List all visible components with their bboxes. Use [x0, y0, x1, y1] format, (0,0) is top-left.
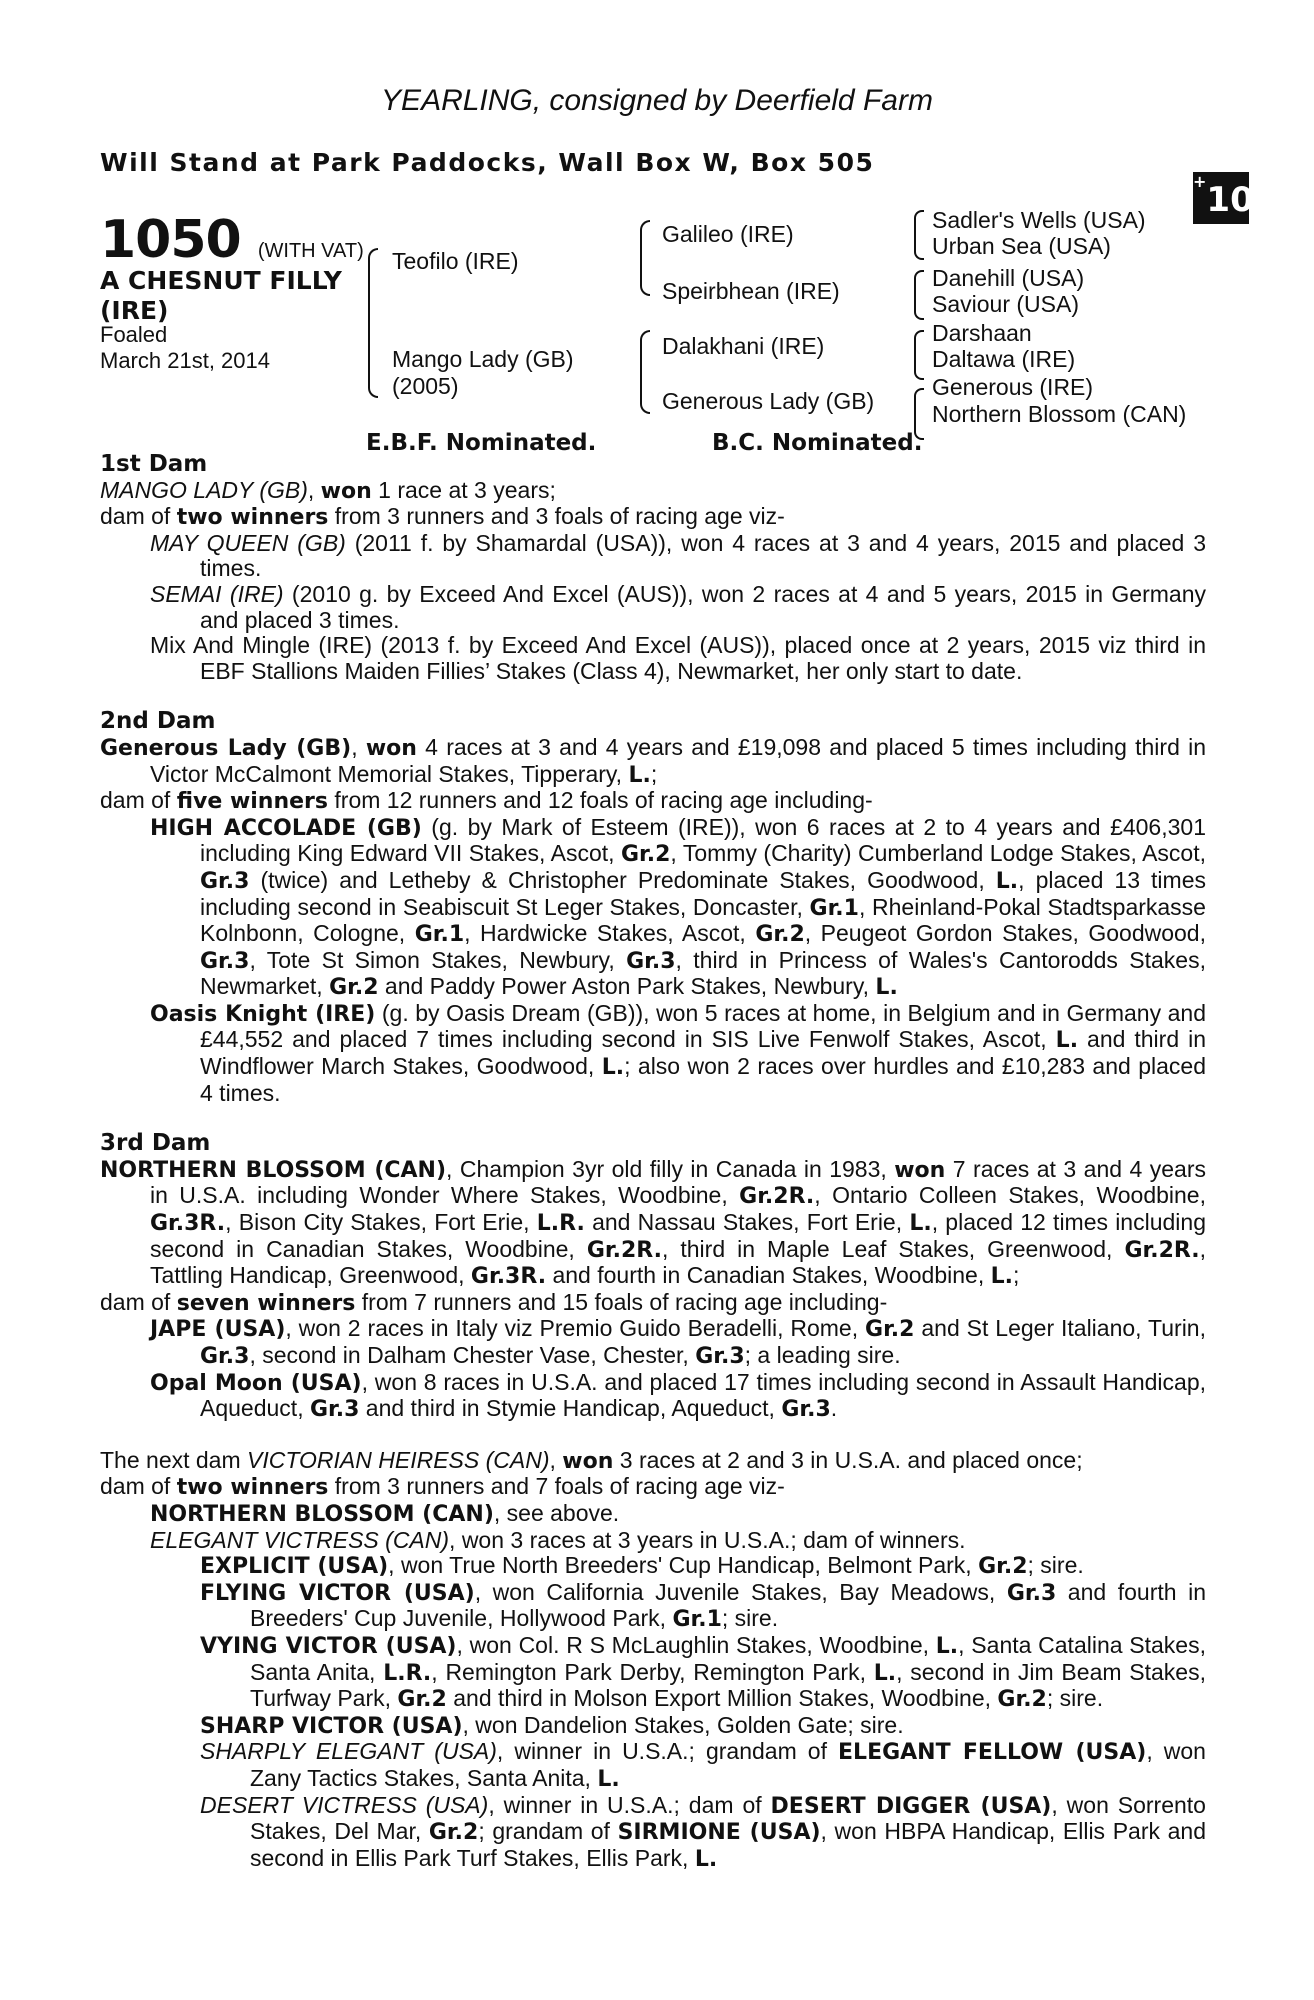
pedigree-dam-dam: Generous Lady (GB) [662, 388, 875, 414]
foaled-label: Foaled [100, 322, 168, 347]
brace-galileo [914, 210, 924, 260]
pedigree-sdd: Saviour (USA) [932, 291, 1079, 317]
produce-sharp-victor: SHARP VICTOR (USA), won Dandelion Stakes, Golden Gate; sire. [200, 1711, 904, 1739]
pedigree-sds: Danehill (USA) [932, 265, 1085, 291]
first-dam-line: MANGO LADY (GB), won 1 race at 3 years; [100, 476, 556, 504]
pedigree-sire-sire: Galileo (IRE) [662, 221, 794, 247]
pedigree-dam: Mango Lady (GB) [392, 346, 574, 372]
pedigree-sire: Teofilo (IRE) [392, 248, 519, 274]
produce-desert-victress: DESERT VICTRESS (USA), winner in U.S.A.; dam of DESERT DIGGER (USA), won Sorrento Stakes, Del Mar, Gr.2; grandam of SIRMIONE (USA), won HBPA Handicap, Ellis Park and second in Ellis Park Turf Stakes, Ellis Park, L. [200, 1791, 1207, 1872]
produce-explicit: EXPLICIT (USA), won True North Breeders' Cup Handicap, Belmont Park, Gr.2; sire. [200, 1552, 1084, 1580]
produce-vying-victor: VYING VICTOR (USA), won Col. R S McLaughlin Stakes, Woodbine, L., Santa Catalina Stakes, Santa Anita, L.R., Remington Park Derby, Remington Park, L., second in Jim Beam Stakes, Turfway Park, Gr.2 and third in Molson Export Million Stakes, Woodbine, Gr.2; sire. [200, 1631, 1206, 1713]
pedigree-dsd: Daltawa (IRE) [932, 346, 1076, 372]
pedigree-ddd: Northern Blossom (CAN) [932, 401, 1187, 427]
second-dam-heading: 2nd Dam [100, 708, 216, 735]
produce-flying-victor: FLYING VICTOR (USA), won California Juvenile Stakes, Bay Meadows, Gr.3 and fourth in Breeders' Cup Juvenile, Hollywood Park, Gr.1; sire. [200, 1578, 1206, 1633]
badge-number: 10 [1206, 180, 1254, 220]
horse-description [100, 266, 342, 326]
brace-dalakhani [914, 330, 924, 380]
brace-speirbhean [914, 270, 924, 320]
stand-location: Will Stand at Park Paddocks, Wall Box W, Box 505 [100, 148, 875, 177]
third-dam-line: NORTHERN BLOSSOM (CAN), Champion 3yr old filly in Canada in 1983, won 7 races at 3 and 4 years in U.S.A. including Wonder Where Stakes, Woodbine, Gr.2R., Ontario Colleen Stakes, Woodbine, Gr.3R., Bison City Stakes, Fort Erie, L.R. and Nassau Stakes, Fort Erie, L., placed 12 times including second in Canadian Stakes, Woodbine, Gr.2R., third in Maple Leaf Stakes, Greenwood, Gr.2R., Tattling Handicap, Greenwood, Gr.3R. and fourth in Canadian Stakes, Woodbine, L.; [100, 1155, 1206, 1290]
badge-plus: + [1193, 172, 1207, 191]
pedigree-ssd: Urban Sea (USA) [932, 233, 1111, 259]
pedigree-dds: Generous (IRE) [932, 374, 1094, 400]
lot-number [100, 210, 364, 270]
catalogue-body [100, 452, 1206, 1872]
first-dam-heading: 1st Dam [100, 451, 208, 477]
lot-badge [1193, 172, 1254, 224]
produce-sharply-elegant: SHARPLY ELEGANT (USA), winner in U.S.A.; grandam of ELEGANT FELLOW (USA), won Zany Tactics Stakes, Santa Anita, L. [200, 1738, 1206, 1792]
lot-number-value: 1050 [100, 210, 241, 270]
horse-name-line1: A CHESNUT FILLY [100, 266, 342, 295]
second-dam-produce: dam of five winners from 12 runners and 12 foals of racing age including- [100, 787, 873, 815]
third-dam-produce: dam of seven winners from 7 runners and 15 foals of racing age including- [100, 1288, 888, 1316]
produce-northern-blossom: NORTHERN BLOSSOM (CAN), see above. [150, 1499, 620, 1527]
pedigree-dam-sire: Dalakhani (IRE) [662, 333, 825, 359]
produce-jape: JAPE (USA), won 2 races in Italy viz Premio Guido Beradelli, Rome, Gr.2 and St Leger Italiano, Turin, Gr.3, second in Dalham Chester Vase, Chester, Gr.3; a leading sire. [150, 1315, 1206, 1369]
first-dam-produce: dam of two winners from 3 runners and 3 foals of racing age viz- [100, 503, 785, 531]
consignment-header: YEARLING, consigned by Deerfield Farm [381, 84, 933, 117]
pedigree-dss: Darshaan [932, 320, 1032, 346]
pedigree-dam-year: (2005) [392, 373, 459, 399]
pedigree-sss: Sadler's Wells (USA) [932, 207, 1146, 233]
pedigree-brace-dam [640, 330, 650, 414]
pedigree-sire-dam: Speirbhean (IRE) [662, 278, 840, 304]
second-dam-line: Generous Lady (GB), won 4 races at 3 and 4 years and £19,098 and placed 5 times including third in Victor McCalmont Memorial Stakes, Tipperary, L.; [100, 733, 1206, 788]
produce-high-accolade: HIGH ACCOLADE (GB) (g. by Mark of Esteem (IRE)), won 6 races at 2 to 4 years and £406,301 including King Edward VII Stakes, Ascot, Gr.2, Tommy (Charity) Cumberland Lodge Stakes, Ascot, Gr.3 (twice) and Letheby & Christopher Predominate Stakes, Goodwood, L., placed 13 times including second in Seabiscuit St Leger Stakes, Doncaster, Gr.1, Rheinland-Pokal Stadtsparkasse Kolnbonn, Cologne, Gr.1, Hardwicke Stakes, Ascot, Gr.2, Peugeot Gordon Stakes, Goodwood, Gr.3, Tote St Simon Stakes, Newbury, Gr.3, third in Princess of Wales's Cantorodds Stakes, Newmarket, Gr.2 and Paddy Power Aston Park Stakes, Newbury, L. [150, 813, 1206, 1001]
pedigree-brace-sire [640, 220, 650, 296]
ebf-nominated: E.B.F. Nominated. [366, 430, 597, 456]
produce-may-queen: MAY QUEEN (GB) (2011 f. by Shamardal (USA)), won 4 races at 3 and 4 years, 2015 and placed 3 times. [150, 529, 1206, 582]
horse-name-line2: (IRE) [100, 296, 169, 325]
produce-semai: SEMAI (IRE) (2010 g. by Exceed And Excel (AUS)), won 2 races at 4 and 5 years, 2015 in Germany and placed 3 times. [150, 580, 1206, 633]
produce-mix-and-mingle: Mix And Mingle (IRE) (2013 f. by Exceed And Excel (AUS)), placed once at 2 years, 2015 viz third in EBF Stallions Maiden Fillies’ Stakes (Class 4), Newmarket, her only start to date. [150, 632, 1206, 684]
foaled-info [100, 322, 270, 374]
foaled-date: March 21st, 2014 [100, 348, 270, 373]
next-dam-produce: dam of two winners from 3 runners and 7 foals of racing age viz- [100, 1473, 785, 1501]
pedigree-brace-main [368, 248, 378, 398]
vat-label: (WITH VAT) [257, 240, 364, 262]
produce-elegant-victress: ELEGANT VICTRESS (CAN), won 3 races at 3 years in U.S.A.; dam of winners. [150, 1526, 966, 1553]
bc-nominated: B.C. Nominated. [712, 430, 923, 456]
produce-oasis-knight: Oasis Knight (IRE) (g. by Oasis Dream (GB)), won 5 races at home, in Belgium and in Germany and £44,552 and placed 7 times including second in SIS Live Fenwolf Stakes, Ascot, L. and third in Windflower March Stakes, Goodwood, L.; also won 2 races over hurdles and £10,283 and placed 4 times. [150, 999, 1206, 1106]
produce-opal-moon: Opal Moon (USA), won 8 races in U.S.A. and placed 17 times including second in Assault Handicap, Aqueduct, Gr.3 and third in Stymie Handicap, Aqueduct, Gr.3. [150, 1368, 1206, 1423]
next-dam-line: The next dam VICTORIAN HEIRESS (CAN), won 3 races at 2 and 3 in U.S.A. and placed once; [100, 1446, 1083, 1474]
third-dam-heading: 3rd Dam [100, 1130, 211, 1157]
